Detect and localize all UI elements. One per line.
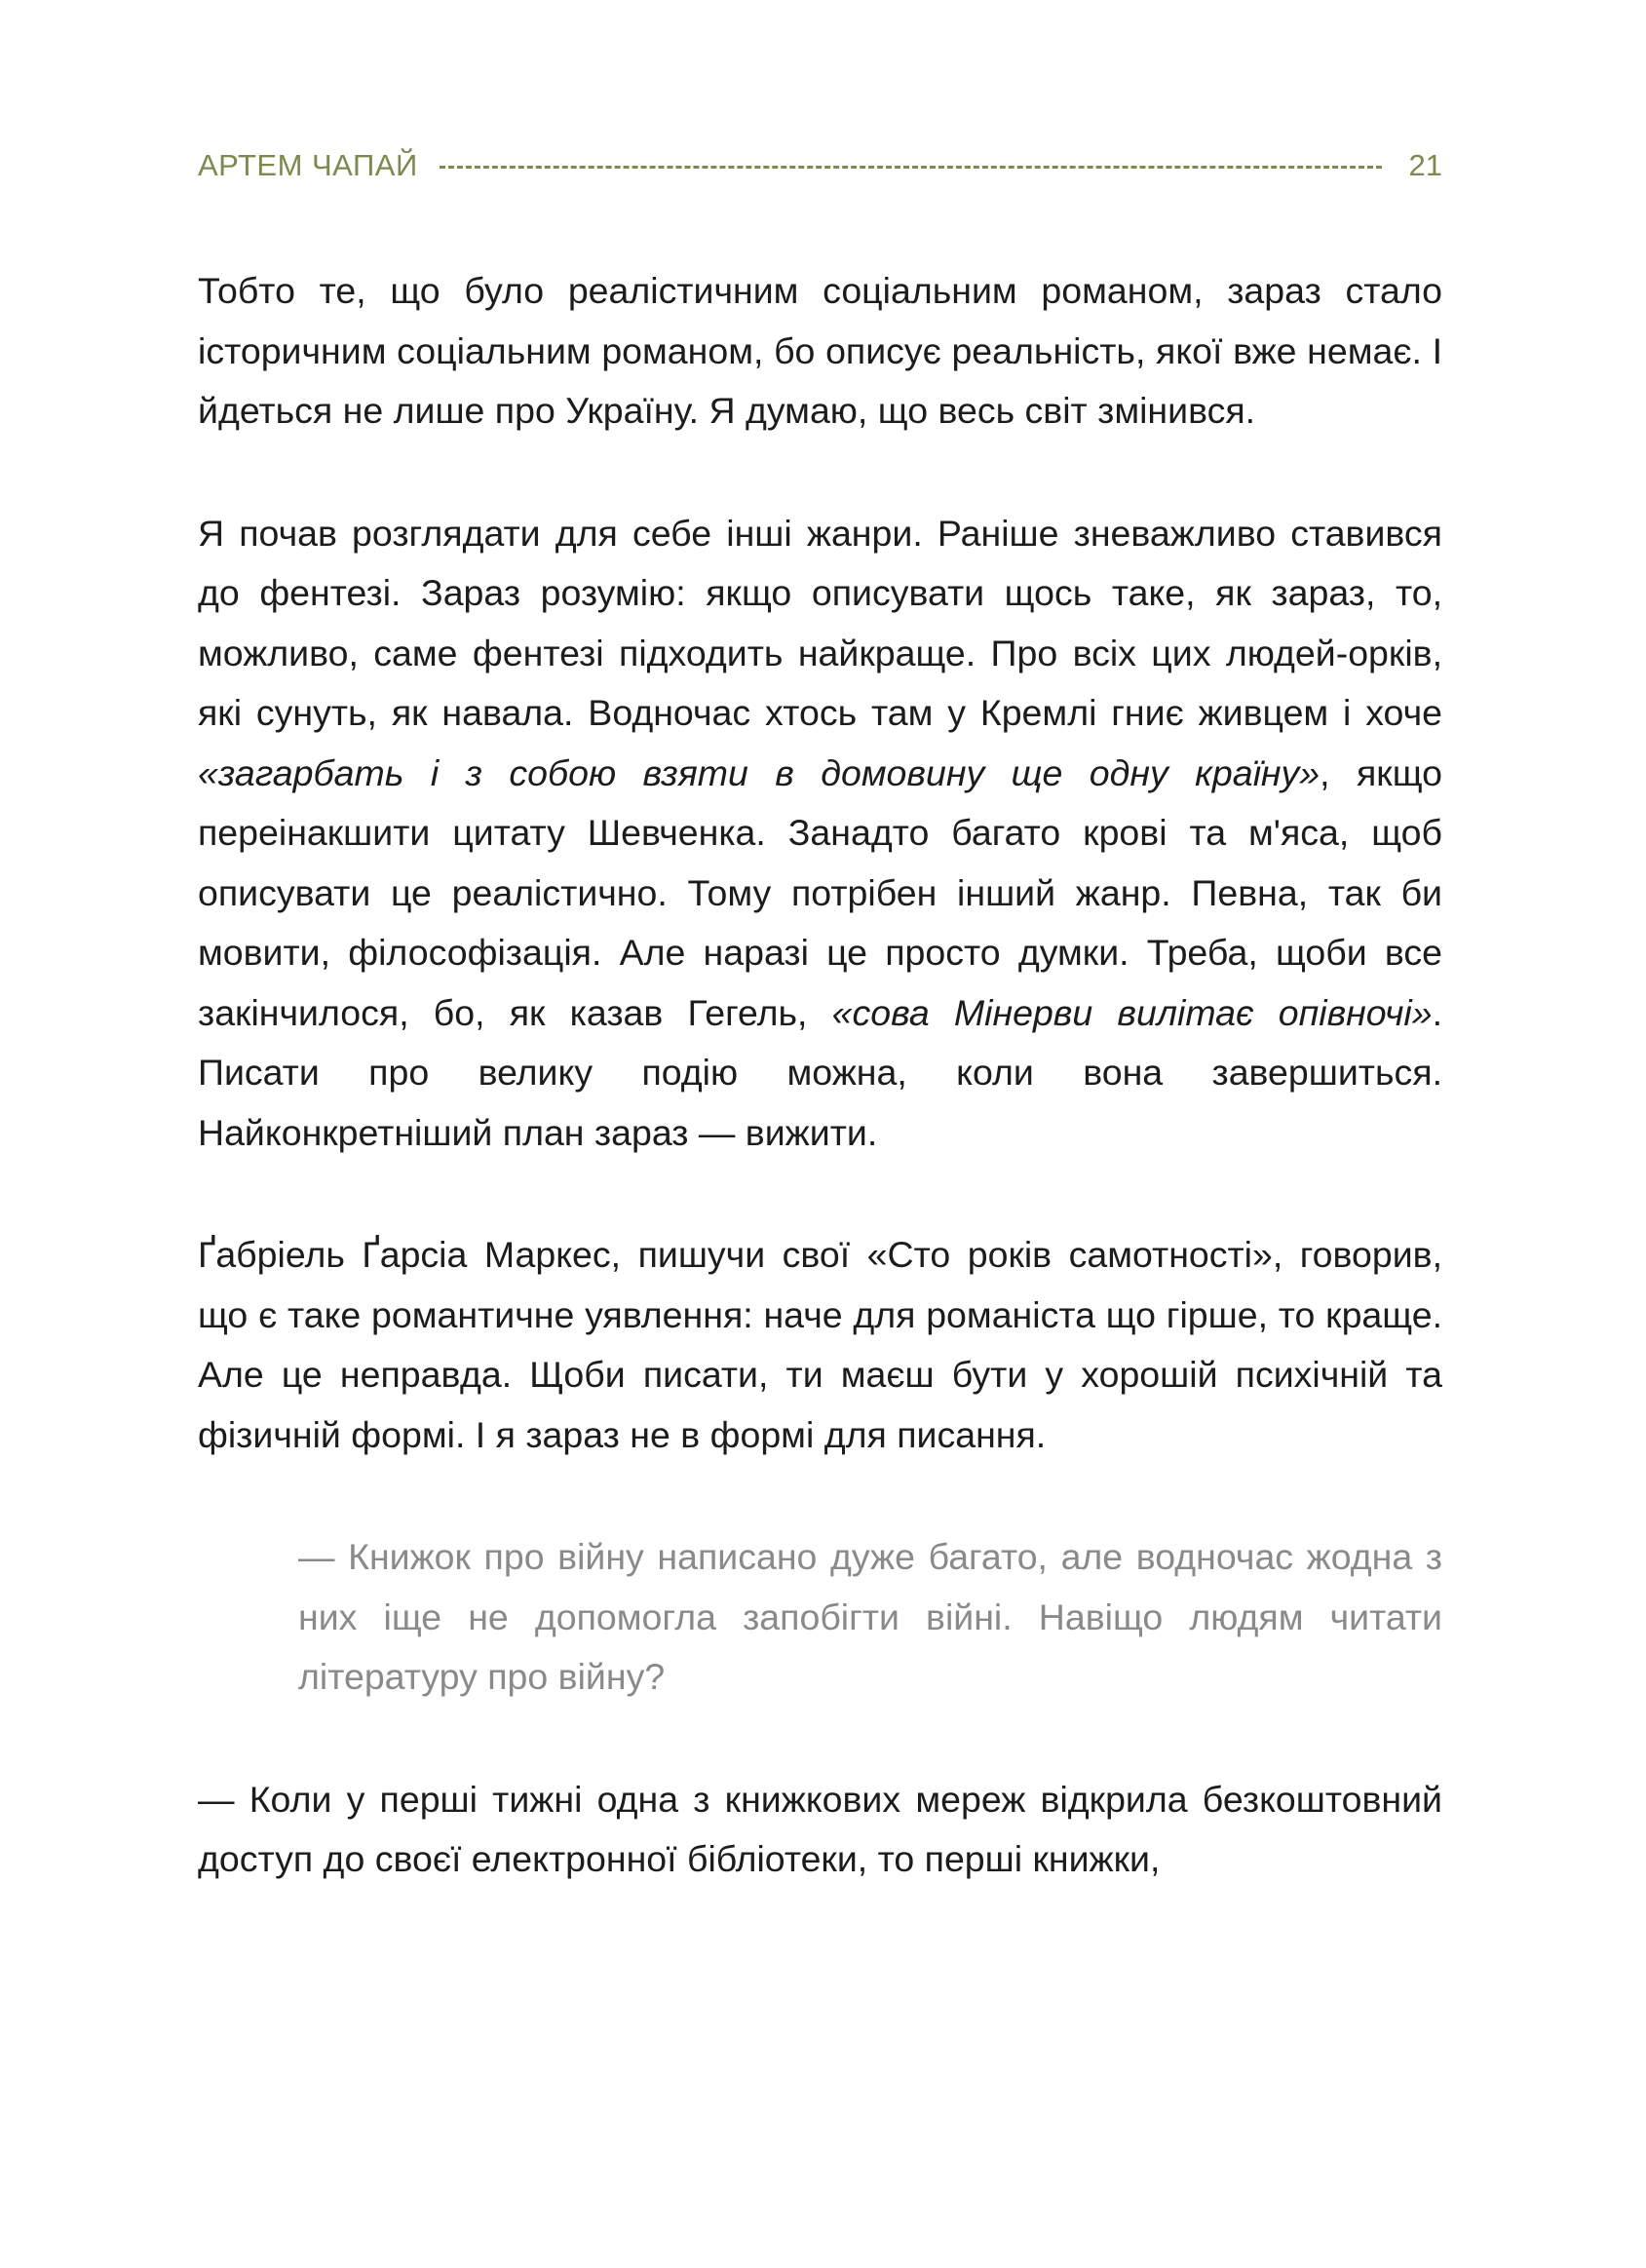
paragraph-2-text-c: . Писати про велику подію можна, коли вона завершиться. Найконкретніший план зараз — вижити. bbox=[198, 991, 1442, 1153]
hegel-quote: «сова Мінерви вилітає опівночі» bbox=[831, 991, 1433, 1033]
page-body bbox=[198, 261, 1442, 1952]
running-header-author: АРТЕМ ЧАПАЙ bbox=[198, 148, 418, 182]
header-dashed-rule bbox=[440, 166, 1382, 169]
running-header bbox=[198, 146, 1442, 185]
paragraph-4: — Коли у перші тижні одна з книжкових мереж відкрила безкоштовний доступ до своєї електронної бібліотеки, то перші книжки, bbox=[198, 1778, 1442, 1879]
paragraph-2-text-a: Я почав розглядати для себе інші жанри. Раніше зневажливо ставився до фентезі. Зараз розумію: якщо описувати щось таке, як зараз, то, можливо, саме фентезі підходить найкраще. Про всіх цих людей-орків, які сунуть, як навала. Водночас хтось там у Кремлі гниє живцем і хоче bbox=[198, 512, 1442, 733]
paragraph-1: Тобто те, що було реалістичним соціальним романом, зараз стало історичним соціальним романом, бо описує реальність, якої вже немає. І йдеться не лише про Україну. Я думаю, що весь світ змінився. bbox=[198, 270, 1442, 431]
interview-question: — Книжок про війну написано дуже багато, але водночас жодна з них іще не допомогла запобігти війні. Навіщо людям читати літературу про війну? bbox=[298, 1536, 1442, 1697]
shevchenko-quote: «загарбать і з собою взяти в домовину ще одну країну» bbox=[198, 751, 1321, 793]
page-number: 21 bbox=[1408, 148, 1442, 182]
paragraph-2-text-b: , якщо переінакшити цитату Шевченка. Занадто багато крові та м'яса, щоб описувати це реалістично. Тому потрібен інший жанр. Певна, так би мовити, філософізація. Але наразі це просто думки. Треба, щоби все закінчилося, бо, як казав Гегель, bbox=[198, 751, 1442, 1033]
paragraph-2 bbox=[198, 504, 1442, 1164]
paragraph-3: Ґабріель Ґарсіа Маркес, пишучи свої «Сто років самотності», говорив, що є таке романтичне уявлення: наче для романіста що гірше, то краще. Але це неправда. Щоби писати, ти маєш бути у хорошій психічній та фізичній формі. І я зараз не в формі для писання. bbox=[198, 1234, 1442, 1455]
